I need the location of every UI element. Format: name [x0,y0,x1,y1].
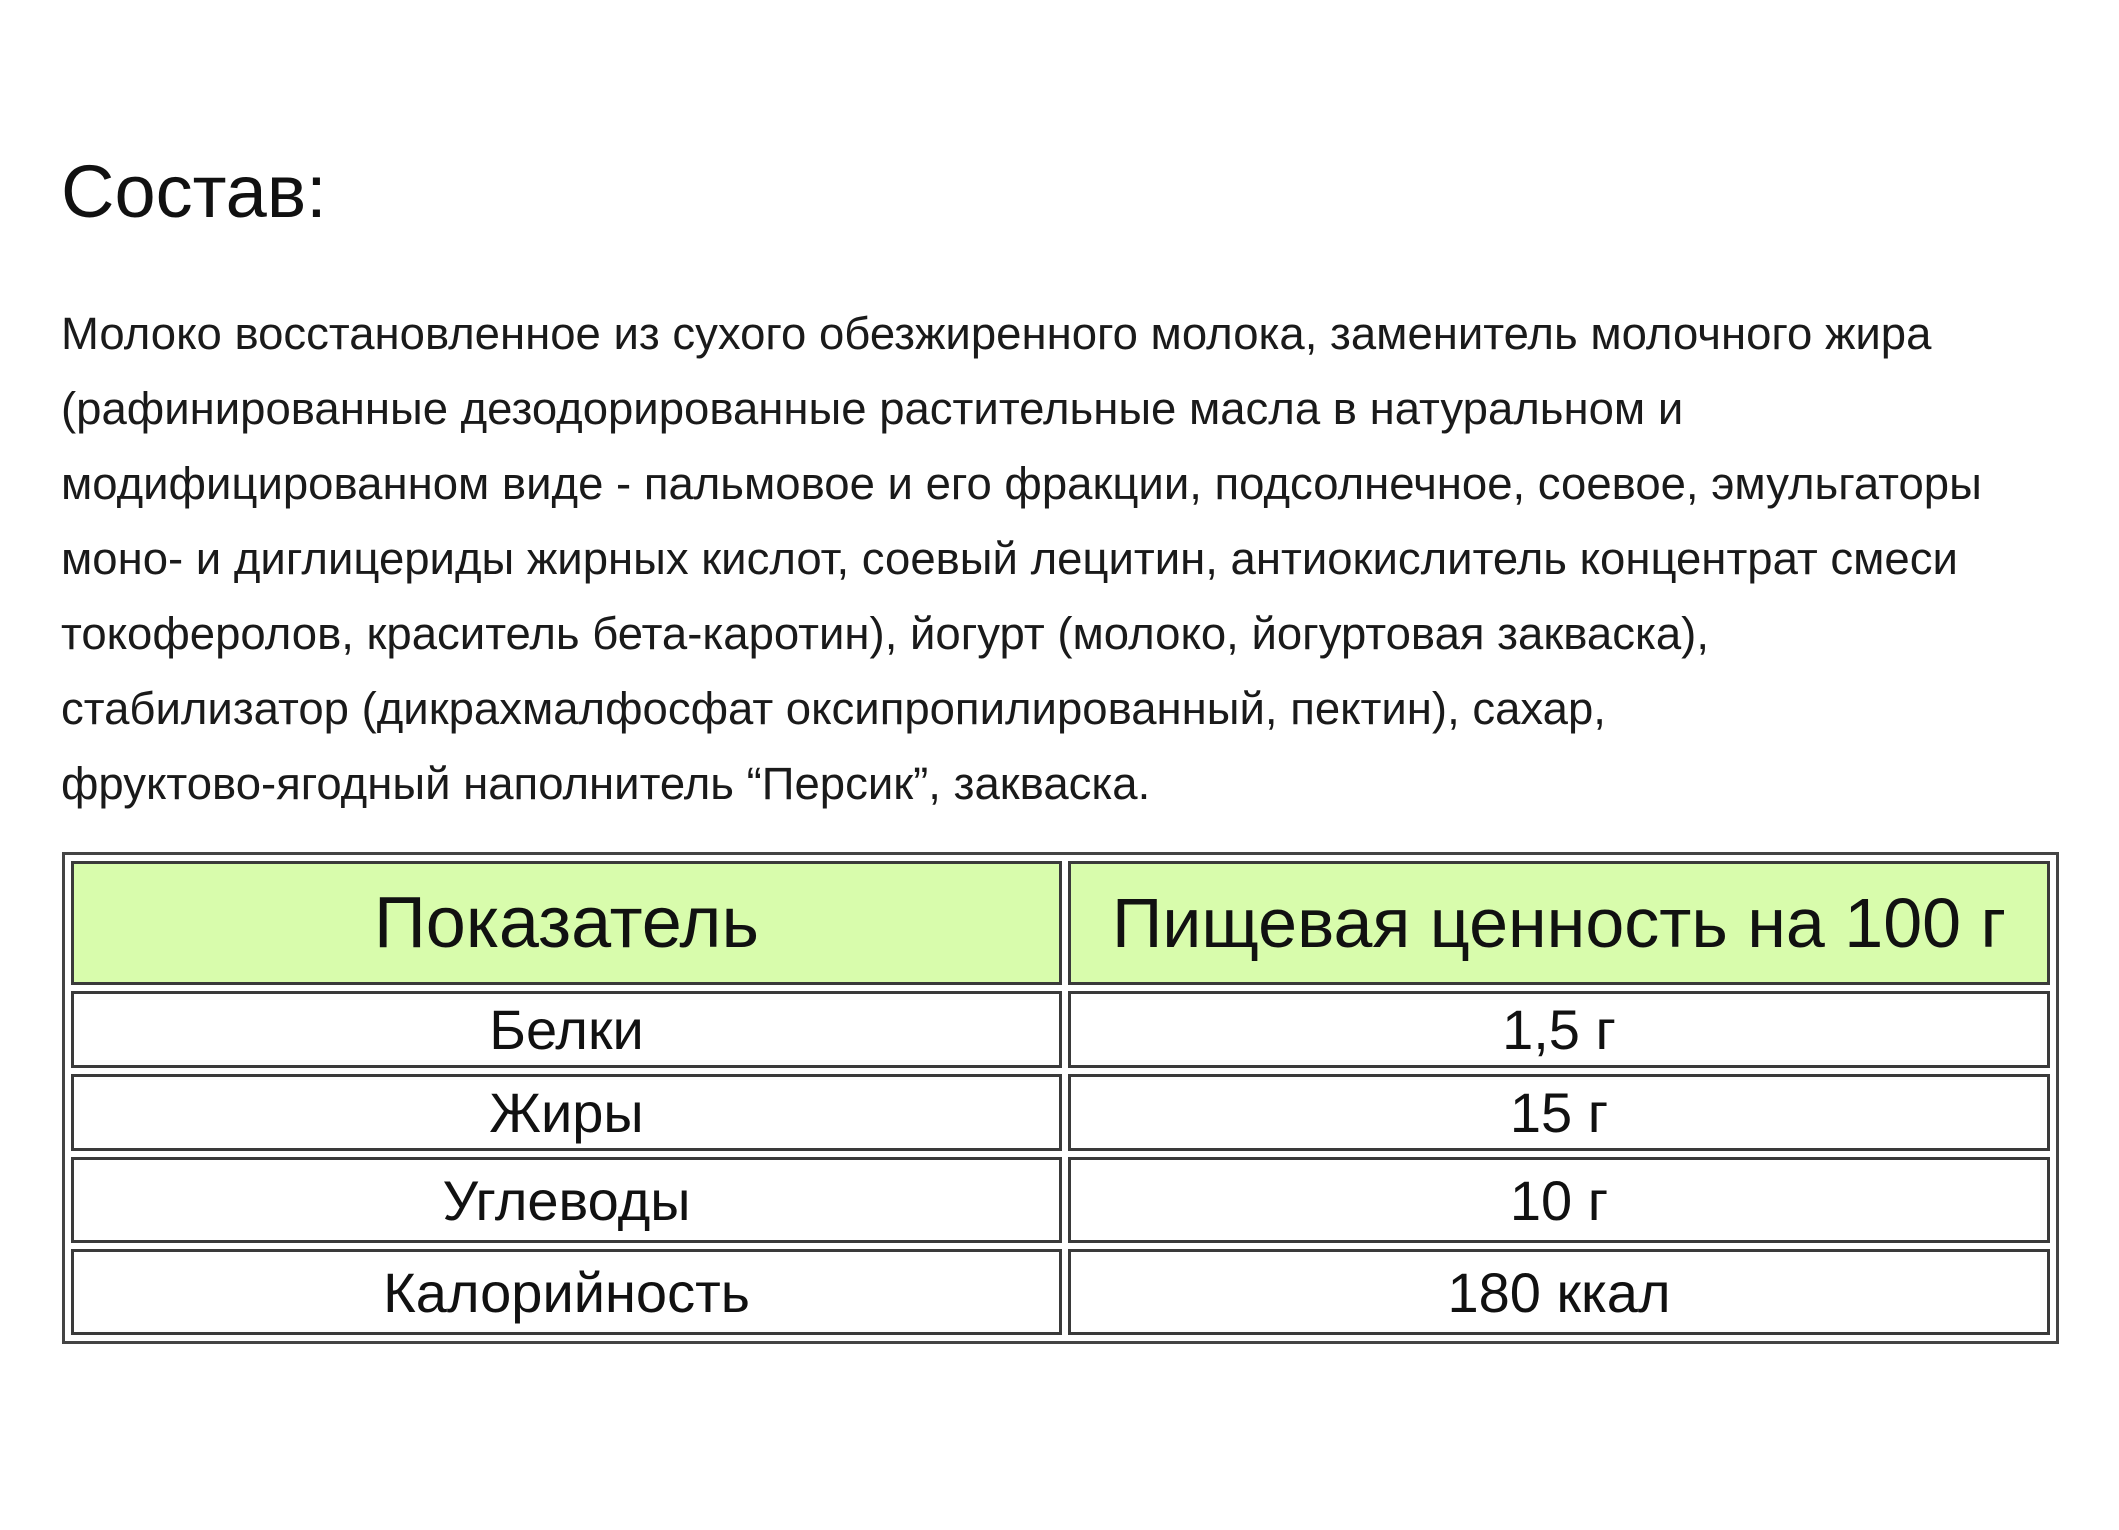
row-label-fats: Жиры [71,1074,1062,1151]
composition-line: моно- и диглицериды жирных кислот, соевый лецитин, антиокислитель концентрат смеси [61,533,1958,584]
composition-heading: Состав: [61,150,327,233]
row-value-fats: 15 г [1068,1074,2050,1151]
nutrition-table [62,852,2059,1344]
composition-text [61,296,2111,821]
composition-line: Молоко восстановленное из сухого обезжиренного молока, заменитель молочного жира [61,308,1932,359]
table-row [71,1249,2050,1335]
header-indicator: Показатель [71,861,1062,985]
row-value-carbohydrates: 10 г [1068,1157,2050,1243]
row-label-calories: Калорийность [71,1249,1062,1335]
composition-line: (рафинированные дезодорированные растительные масла в натуральном и [61,383,1684,434]
composition-line: модифицированном виде - пальмовое и его фракции, подсолнечное, соевое, эмульгаторы [61,458,1982,509]
row-value-proteins: 1,5 г [1068,991,2050,1068]
table-row [71,1074,2050,1151]
row-label-carbohydrates: Углеводы [71,1157,1062,1243]
composition-line: фруктово-ягодный наполнитель “Персик”, закваска. [61,758,1151,809]
composition-line: стабилизатор (дикрахмалфосфат оксипропилированный, пектин), сахар, [61,683,1606,734]
table-row [71,991,2050,1068]
table-header-row [71,861,2050,985]
row-label-proteins: Белки [71,991,1062,1068]
header-nutritional-value: Пищевая ценность на 100 г [1068,861,2050,985]
composition-line: токоферолов, краситель бета-каротин), йогурт (молоко, йогуртовая закваска), [61,608,1709,659]
row-value-calories: 180 ккал [1068,1249,2050,1335]
table-row [71,1157,2050,1243]
